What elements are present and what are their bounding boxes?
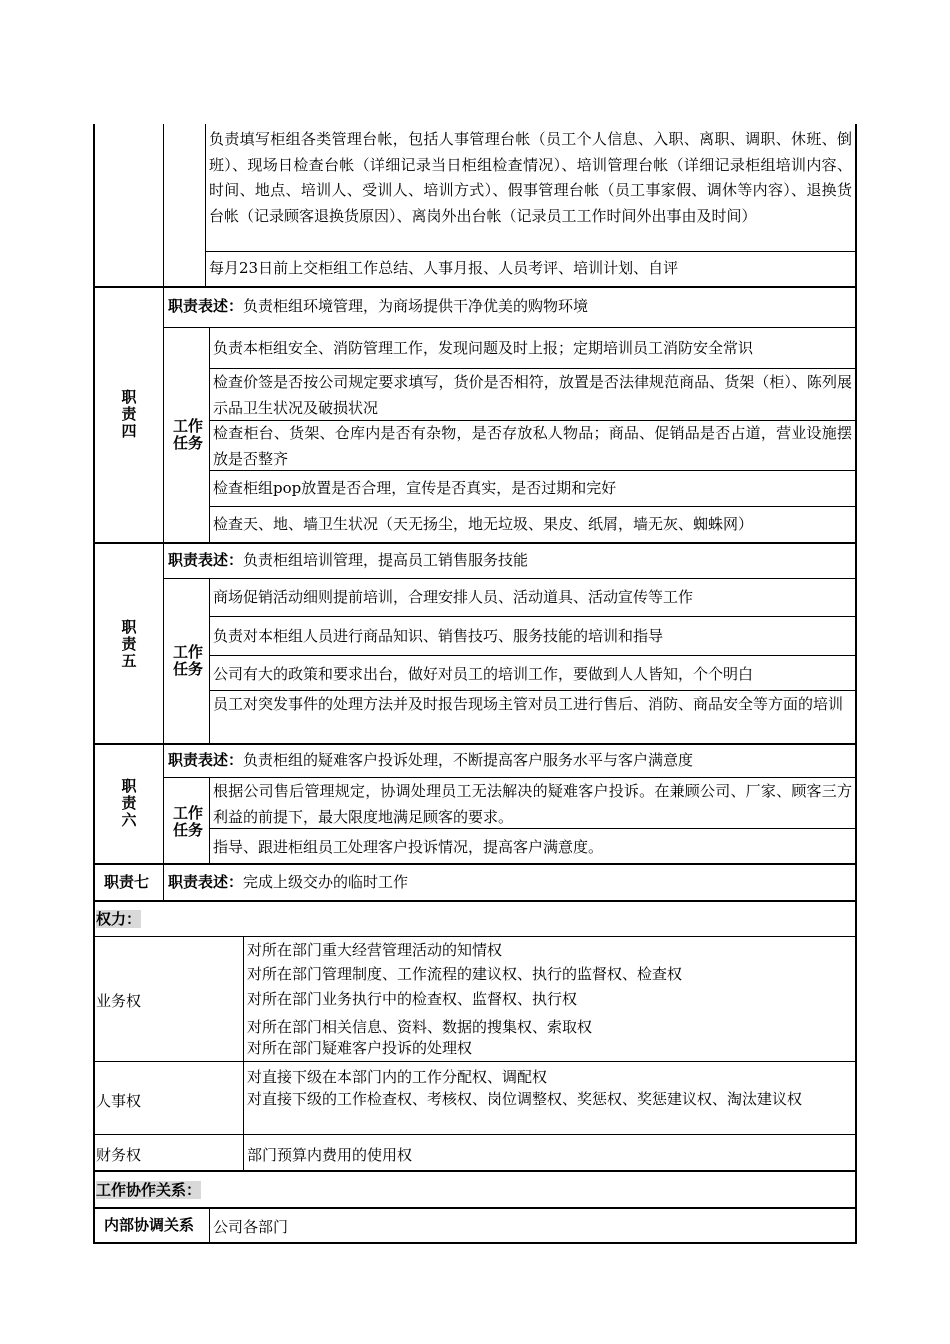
cooperation-title: 工作协作关系： — [96, 1181, 202, 1199]
duty4-description: 职责表述：负责柜组环境管理，为商场提供干净优美的购物环境 — [168, 297, 589, 315]
table-bottom-border — [93, 1242, 857, 1244]
duty5-label: 职 责 五 — [121, 618, 137, 670]
internal-coordination-value: 公司各部门 — [213, 1218, 289, 1236]
business-power-item-2: 对所在部门管理制度、工作流程的建议权、执行的监督权、检查权 — [247, 965, 683, 983]
duty7-description: 职责表述：完成上级交办的临时工作 — [168, 873, 409, 891]
duty5-task-3: 公司有大的政策和要求出台，做好对员工的培训工作，要做到人人皆知，个个明白 — [213, 665, 754, 683]
business-power-item-5: 对所在部门疑难客户投诉的处理权 — [247, 1039, 473, 1057]
duty6-task-1: 根据公司售后管理规定，协调处理员工无法解决的疑难客户投诉。在兼顾公司、厂家、顾客三方利益的前提下，最大限度地满足顾客的要求。 — [213, 782, 852, 826]
duty3-task-1: 负责填写柜组各类管理台帐，包括人事管理台帐（员工个人信息、入职、离职、调职、休班、倒班）、现场日检查台帐（详细记录当日柜组检查情况）、培训管理台帐（详细记录柜组培训内容、时间、地点、培训人、受训人、培训方式）、假事管理台帐（员工事家假、调休等内容）、退换货台帐（记录顾客退换货原因）、离岗外出台帐（记录员工工作时间外出事由及时间） — [209, 130, 852, 225]
table-right-border — [855, 124, 857, 1244]
duty4-task-2: 检查价签是否按公司规定要求填写，货价是否相符，放置是否法律规范商品、货架（柜）、陈列展示品卫生状况及破损状况 — [213, 373, 852, 417]
finance-power-item-1: 部门预算内费用的使用权 — [247, 1146, 413, 1164]
personnel-power-item-1: 对直接下级在本部门内的工作分配权、调配权 — [247, 1068, 548, 1086]
duty6-label: 职 责 六 — [121, 777, 137, 829]
table-left-border — [93, 124, 95, 1244]
duty6-task-2: 指导、跟进柜组员工处理客户投诉情况，提高客户满意度。 — [213, 838, 604, 856]
business-power-item-3: 对所在部门业务执行中的检查权、监督权、执行权 — [247, 990, 578, 1008]
duty5-task-2: 负责对本柜组人员进行商品知识、销售技巧、服务技能的培训和指导 — [213, 627, 664, 645]
duty7-label: 职责七 — [104, 873, 150, 891]
duty4-task-1: 负责本柜组安全、消防管理工作，发现问题及时上报；定期培训员工消防安全常识 — [213, 339, 754, 357]
duty4-task-4: 检查柜组pop放置是否合理，宣传是否真实，是否过期和完好 — [213, 479, 617, 497]
business-power-item-4: 对所在部门相关信息、资料、数据的搜集权、索取权 — [247, 1018, 593, 1036]
duty4-label: 职 责 四 — [121, 388, 137, 440]
duty4-task-label: 工作 任务 — [172, 417, 203, 452]
personnel-power-label: 人事权 — [96, 1092, 142, 1110]
duty4-task-3: 检查柜台、货架、仓库内是否有杂物，是否存放私人物品；商品、促销品是否占道，营业设施摆放是否整齐 — [213, 424, 852, 468]
duty3-task-2: 每月23日前上交柜组工作总结、人事月报、人员考评、培训计划、自评 — [209, 259, 679, 277]
duty6-description: 职责表述：负责柜组的疑难客户投诉处理，不断提高客户服务水平与客户满意度 — [168, 751, 694, 769]
duty6-task-label: 工作 任务 — [172, 804, 203, 839]
power-title: 权力： — [96, 910, 142, 928]
duty5-task-1: 商场促销活动细则提前培训，合理安排人员、活动道具、活动宣传等工作 — [213, 588, 694, 606]
duty5-task-4: 员工对突发事件的处理方法并及时报告现场主管对员工进行售后、消防、商品安全等方面的培训 — [213, 695, 844, 713]
finance-power-label: 财务权 — [96, 1146, 142, 1164]
duty5-description: 职责表述：负责柜组培训管理，提高员工销售服务技能 — [168, 551, 529, 569]
internal-coordination-label: 内部协调关系 — [104, 1216, 195, 1234]
duty4-task-5: 检查天、地、墙卫生状况（天无扬尘，地无垃圾、果皮、纸屑，墙无灰、蜘蛛网） — [213, 515, 754, 533]
personnel-power-item-2: 对直接下级的工作检查权、考核权、岗位调整权、奖惩权、奖惩建议权、淘汰建议权 — [247, 1090, 803, 1108]
business-power-item-1: 对所在部门重大经营管理活动的知情权 — [247, 941, 503, 959]
duty5-task-label: 工作 任务 — [172, 643, 203, 678]
business-power-label: 业务权 — [96, 992, 142, 1010]
